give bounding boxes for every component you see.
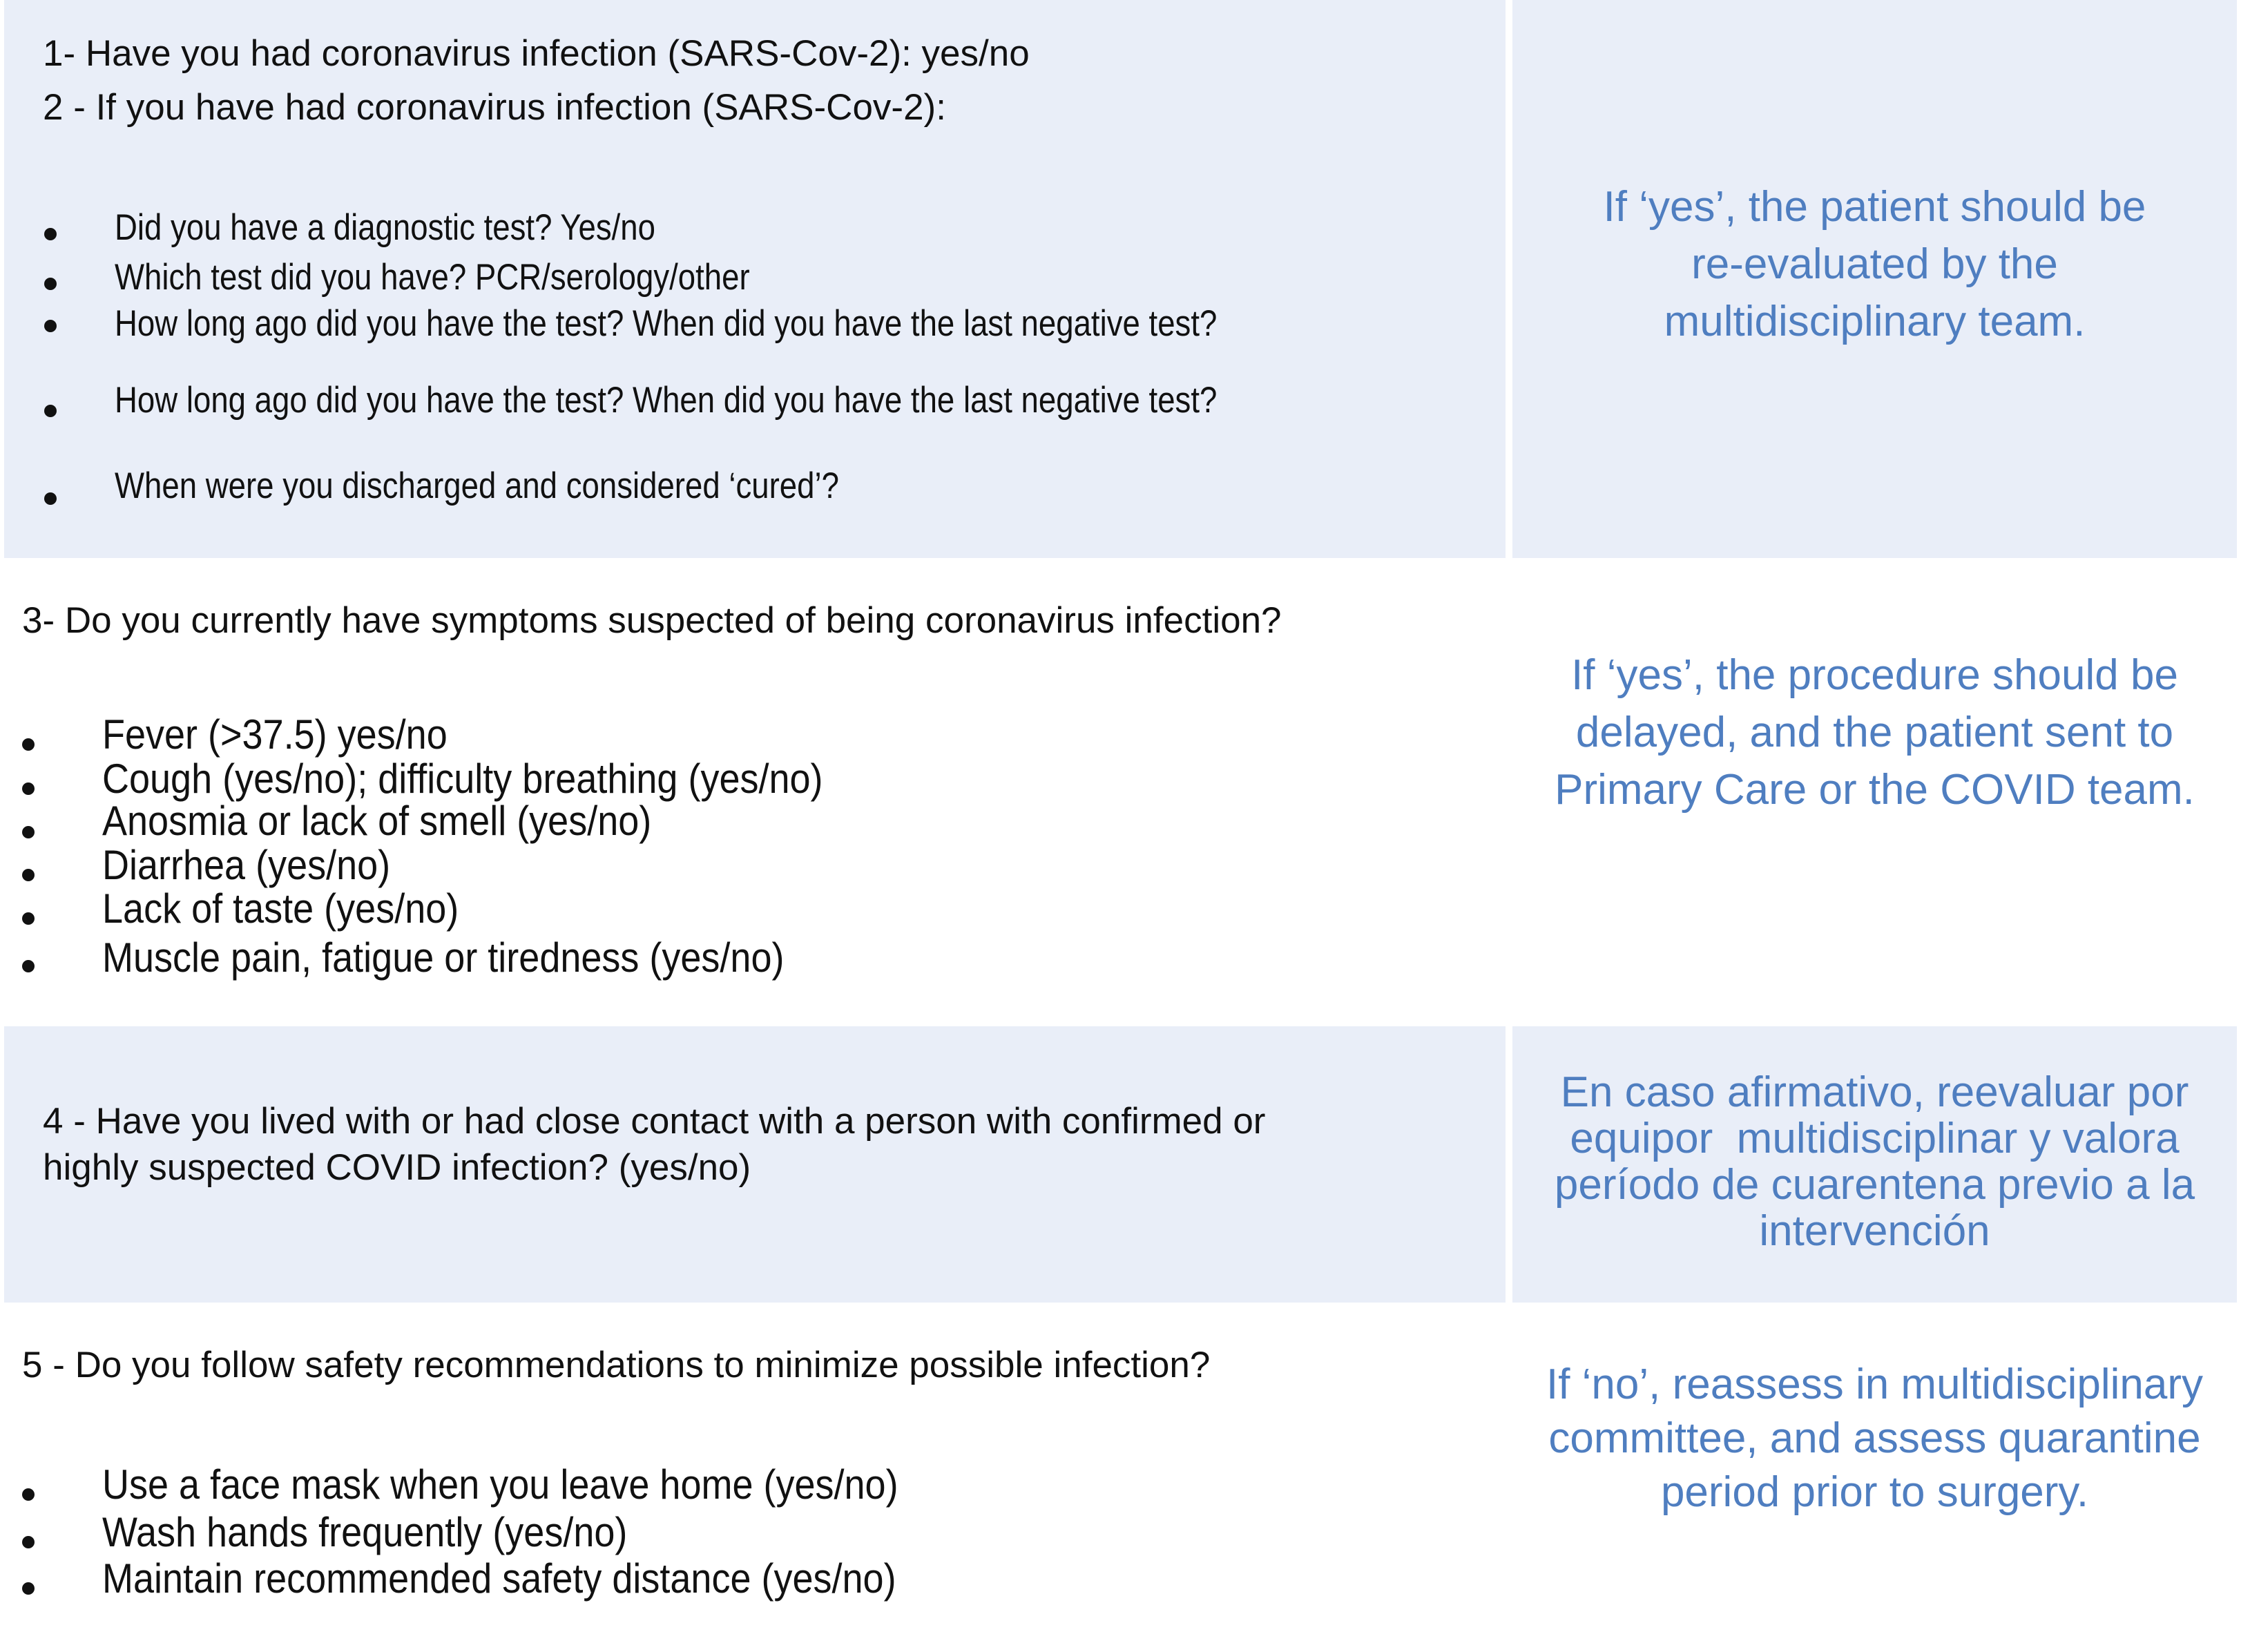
question-3-text: 3- Do you currently have symptoms suspected of being coronavirus infection? xyxy=(22,600,1282,641)
table-row-2 xyxy=(4,564,2237,1026)
question-1-text: 1- Have you had coronavirus infection (SARS-Cov-2): yes/no xyxy=(43,33,1030,74)
answer-cell-4 xyxy=(1512,1308,2237,1646)
covid-screening-table xyxy=(4,0,2237,1652)
bullet-icon xyxy=(22,960,35,972)
table-row-4 xyxy=(4,1308,2237,1646)
answer-text-1: If ‘yes’, the patient should be re-evaluated by the multidisciplinary team. xyxy=(1603,183,2146,345)
bullet-icon xyxy=(44,278,57,290)
table-row-3 xyxy=(4,1026,2237,1303)
answer-cell-1 xyxy=(1512,0,2237,558)
bullet-icon xyxy=(22,869,35,881)
bullet-icon xyxy=(44,228,57,240)
bullet-icon xyxy=(44,405,57,417)
question-5-text: 5 - Do you follow safety recommendations to minimize possible infection? xyxy=(22,1345,1211,1385)
answer-text-3: En caso afirmativo, reevaluar por equipor multidisciplinar y valora período de cuarentena previo a la intervención xyxy=(1554,1068,2195,1255)
question-cell-2: 3- Do you currently have symptoms suspected of being coronavirus infection? Fever (>37.5) yes/no Cough (yes/no); difficulty breathing (yes/no) Anosmia or lack of smell (yes/no) Diarrhea (yes/no) Lack of taste (yes/no) Muscle pain, fatigue or tiredness (yes/no) xyxy=(4,564,1506,1026)
bullet-icon xyxy=(22,782,35,795)
answer-cell-2 xyxy=(1512,564,2237,1026)
answer-cell-3 xyxy=(1512,1026,2237,1303)
question-cell-1: 1- Have you had coronavirus infection (SARS-Cov-2): yes/no 2 - If you have had coronavirus infection (SARS-Cov-2): Did you have a diagnostic test? Yes/no Which test did you have? PCR/serology/other How long ago did you have the test? When did you have the last negative test? How long ago did you have the test? When did you have the last negative test? When were you discharged and considered ‘cured’? xyxy=(4,0,1506,558)
question-cell-3 xyxy=(4,1026,1506,1303)
bullet-icon xyxy=(22,826,35,838)
question-4-text-line-2: highly suspected COVID infection? (yes/no) xyxy=(43,1147,751,1188)
answer-text-2: If ‘yes’, the procedure should be delayed, and the patient sent to Primary Care or the COVID team. xyxy=(1555,651,2195,814)
bullet-icon xyxy=(22,1582,35,1595)
question-2-text: 2 - If you have had coronavirus infection (SARS-Cov-2): xyxy=(43,87,946,128)
bullet-icon xyxy=(44,492,57,505)
bullet-icon xyxy=(22,738,35,751)
question-4-text-line-1: 4 - Have you lived with or had close contact with a person with confirmed or xyxy=(43,1101,1266,1142)
bullet-icon xyxy=(22,1488,35,1501)
bullet-icon xyxy=(44,320,57,332)
table-row-1 xyxy=(4,0,2237,558)
bullet-icon xyxy=(22,912,35,925)
bullet-icon xyxy=(22,1536,35,1548)
question-cell-4: 5 - Do you follow safety recommendations to minimize possible infection? Use a face mask when you leave home (yes/no) Wash hands frequently (yes/no) Maintain recommended safety distance (yes/no) xyxy=(4,1308,1506,1646)
answer-text-4: If ‘no’, reassess in multidisciplinary committee, and assess quarantine period prior to surgery. xyxy=(1546,1361,2203,1516)
